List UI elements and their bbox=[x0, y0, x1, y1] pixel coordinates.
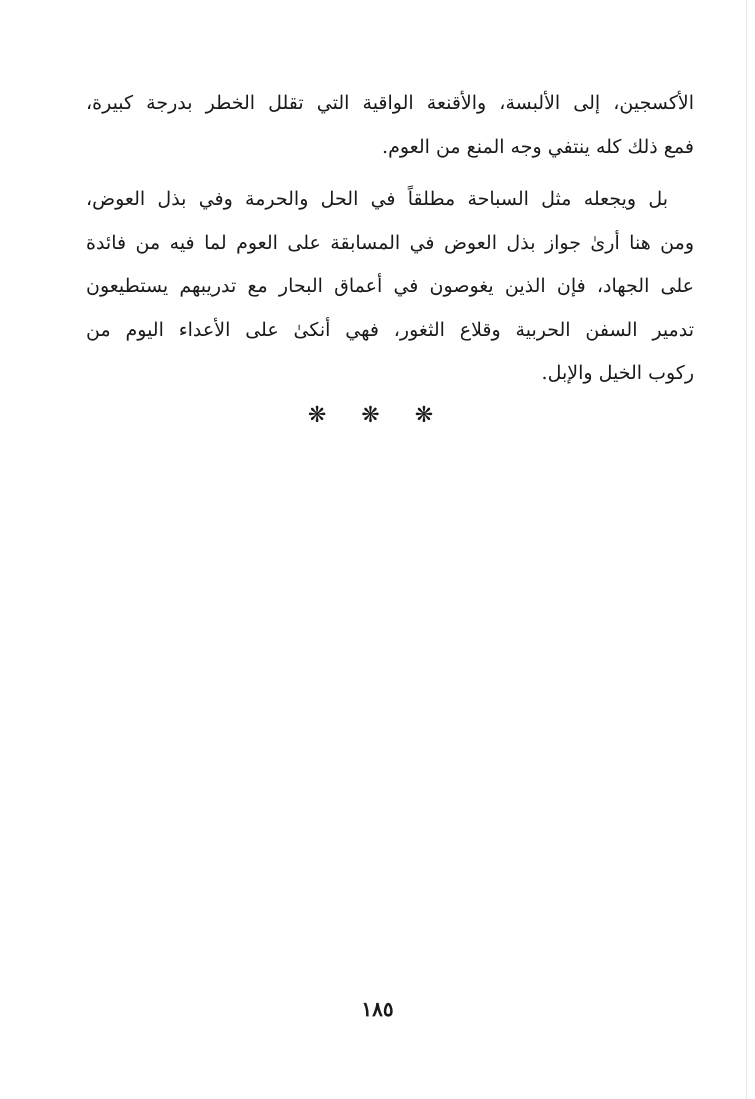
text-line: الأكسجين، إلى الألبسة، والأقنعة الواقية التي تقلل الخطر بدرجة كبيرة، bbox=[86, 92, 694, 114]
text-line: على الجهاد، فإن الذين يغوصون في أعماق البحار مع تدريبهم يستطيعون bbox=[86, 275, 694, 297]
paragraph-1 bbox=[86, 82, 694, 169]
text-line: بل ويجعله مثل السباحة مطلقاً في الحل والحرمة وفي بذل العوض، bbox=[86, 188, 668, 210]
page-edge bbox=[746, 0, 747, 1099]
text-line: ومن هنا أرىٰ جواز بذل العوض في المسابقة على العوم لما فيه من فائدة bbox=[86, 231, 694, 254]
text-line: ركوب الخيل والإبل. bbox=[541, 362, 694, 384]
text-line: فمع ذلك كله ينتفي وجه المنع من العوم. bbox=[382, 135, 694, 158]
text-line: تدمير السفن الحربية وقلاع الثغور، فهي أنكىٰ على الأعداء اليوم من bbox=[86, 318, 694, 341]
page-number: ١٨٥ bbox=[361, 997, 394, 1021]
section-separator: ❋ ❋ ❋ bbox=[307, 403, 448, 428]
paragraph-2 bbox=[86, 178, 694, 396]
